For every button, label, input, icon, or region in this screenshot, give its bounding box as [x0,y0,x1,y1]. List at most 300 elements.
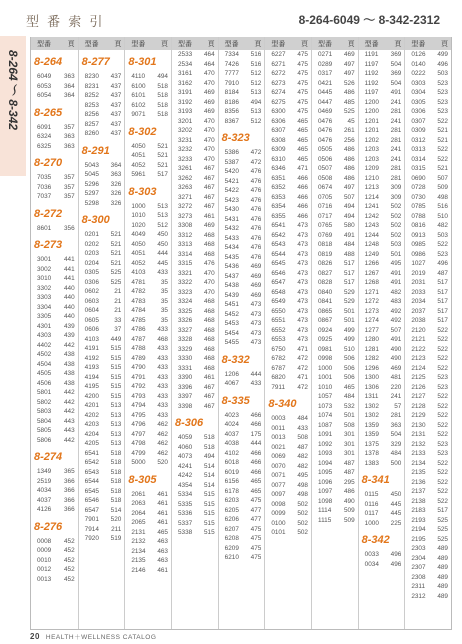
index-row [312,449,358,459]
page-ref: 486 [343,174,355,182]
column-header [219,37,265,50]
page-ref: 523 [437,250,448,258]
index-row [172,345,218,355]
page-ref: 21 [114,297,122,305]
index-row [359,509,405,519]
page-ref: 495 [297,472,308,479]
model-number: 6546 [84,497,99,504]
index-row [405,145,451,155]
page-ref: 486 [343,165,355,172]
model-number: 0421 [318,79,333,87]
page-ref: 487 [343,469,355,476]
model-number: 1359 [364,431,379,438]
page-ref: 513 [110,421,122,428]
model-number: 4191 [84,345,99,352]
page-ref: 514 [110,506,122,514]
index-row [219,496,265,506]
page-ref: 442 [63,341,75,349]
page-ref: 470 [203,70,215,77]
header-model: 型番 [364,41,379,48]
page-ref: 364 [110,161,122,169]
index-row [79,72,125,82]
index-row [172,269,218,279]
model-number: 4799 [131,449,146,457]
index-row [172,183,218,193]
index-row [79,316,125,326]
page-ref: 467 [203,203,215,210]
model-number: 3308 [178,222,193,229]
index-row [172,221,218,231]
page-ref: 470 [203,279,215,286]
model-number: 4784 [131,307,146,314]
model-number: 4792 [131,383,146,390]
model-number: 0865 [318,307,333,315]
page-ref: 522 [437,393,448,400]
page-ref: 440 [63,313,75,320]
index-row [359,250,405,260]
page-ref: 261 [343,127,355,134]
index-row [219,196,265,206]
model-number: 7901 [84,516,99,523]
model-number: 5298 [84,199,99,207]
model-number: 0201 [84,231,99,238]
model-number: 2308 [411,573,426,581]
model-number: 4301 [37,322,52,330]
index-row [79,259,125,269]
model-number: 8356 [224,108,239,115]
page-ref: 513 [110,402,122,409]
index-row [79,477,125,487]
index-row [125,110,171,120]
page-ref: 437 [110,92,122,99]
model-number: 3323 [178,288,193,296]
index-row [172,202,218,212]
model-number: 6351 [271,174,286,182]
model-number: 5454 [224,329,239,337]
page-ref: 522 [437,421,448,429]
model-number: 3390 [178,374,193,381]
index-row [172,354,218,364]
index-row [172,392,218,402]
page-ref: 501 [343,412,355,419]
page-ref: 45 [347,117,355,125]
model-number: 4051 [131,152,146,159]
page-ref: 301 [343,450,355,457]
header-page: 頁 [300,41,308,48]
page-ref: 462 [157,440,168,447]
page-ref: 465 [250,478,262,485]
index-row [265,231,311,241]
model-number: 6354 [271,203,286,210]
index-row [172,250,218,260]
index-row [219,515,265,525]
model-number: 3231 [178,136,193,144]
page-ref: 281 [390,412,402,419]
page-ref: 469 [203,108,215,115]
model-number: 4790 [131,364,146,371]
model-number: 1277 [364,326,379,334]
page-ref: 509 [437,184,448,191]
model-number: 4242 [178,472,193,479]
model-number: 3272 [178,203,193,210]
index-column [311,37,358,629]
page-ref: 241 [390,117,402,125]
header-model: 型番 [224,41,239,48]
index-row [172,98,218,108]
page-ref: 516 [250,51,262,58]
model-number: 2194 [411,526,426,533]
page-footer [30,632,156,641]
model-number: 6355 [271,212,286,220]
index-row [79,439,125,449]
index-row [312,354,358,364]
model-number: 4049 [131,231,146,238]
page-ref: 501 [343,307,355,315]
model-number: 3397 [178,393,193,400]
index-row [172,212,218,222]
page-ref: 494 [203,453,215,460]
page-ref: 518 [110,449,122,457]
page-ref: 469 [203,89,215,96]
index-row [359,107,405,117]
page-ref: 433 [250,380,262,387]
index-row [312,117,358,127]
page-ref: 502 [390,212,402,220]
page-ref: 481 [390,374,402,381]
model-number: 4110 [131,73,146,80]
page-ref: 522 [437,497,448,505]
model-number: 4303 [37,332,52,339]
column-header [265,37,311,50]
page-ref: 513 [250,108,262,115]
model-number: 1267 [364,269,379,277]
model-number: 5334 [178,491,193,498]
model-number: 0315 [411,165,426,172]
index-row [219,262,265,272]
index-row [79,129,125,139]
index-row [79,297,125,307]
index-row [312,316,358,326]
model-number: 5455 [224,339,239,346]
page-ref: 503 [390,241,402,248]
index-row [405,259,451,269]
model-number: 2064 [131,509,146,517]
index-row [265,452,311,462]
page-ref: 473 [297,250,308,258]
page-ref: 522 [437,402,448,410]
index-row [79,278,125,288]
page-ref: 477 [250,516,262,523]
index-row [312,402,358,412]
page-ref: 515 [203,510,215,517]
model-number: 0705 [318,193,333,201]
page-ref: 476 [250,196,262,204]
model-number: 4060 [178,443,193,451]
index-row [219,458,265,468]
index-row [312,269,358,279]
page-ref: 502 [297,519,308,527]
index-row [312,193,358,203]
page-ref: 517 [437,307,448,315]
index-row [125,458,171,468]
index-row [265,136,311,146]
model-number: 6820 [271,374,286,381]
index-row [125,354,171,364]
model-number: 6545 [271,260,286,267]
page-ref: 433 [157,269,168,276]
model-number: 1000 [318,364,333,372]
index-row [79,420,125,430]
model-range: 8-264-6049 ～ 8-342-2312 [298,13,440,27]
model-number: 0606 [84,326,99,333]
index-row [405,316,451,326]
page-ref: 463 [157,547,168,555]
page-ref: 363 [390,421,402,429]
index-row [359,345,405,355]
model-number: 0828 [318,279,333,286]
group-heading: 8-276 [34,520,63,533]
page-ref: 469 [250,282,262,289]
index-row [172,288,218,298]
model-number: 0009 [37,547,52,554]
index-row [125,161,171,171]
index-row [31,293,78,303]
page-ref: 509 [343,507,355,514]
index-row [312,392,358,402]
side-tab [0,36,26,176]
model-number: 0317 [318,70,333,77]
page-ref: 21 [114,307,122,314]
model-number: 3304 [37,303,52,311]
index-row [172,126,218,136]
model-number: 4402 [37,341,52,349]
page-ref: 518 [157,92,168,99]
index-row [31,183,78,193]
page-ref: 57 [394,402,402,410]
model-number: 5430 [224,206,239,213]
index-row [172,481,218,491]
model-number: 6552 [271,326,286,334]
page-ref: 508 [297,434,308,441]
index-row [125,439,171,449]
page-ref: 467 [203,402,215,410]
index-row [125,528,171,538]
index-row [265,490,311,500]
model-number: 6300 [271,108,286,115]
model-number: 4059 [178,434,193,441]
group-heading: 8-305 [128,473,157,486]
index-row [265,126,311,136]
page-ref: 470 [203,79,215,87]
model-number: 1197 [364,89,379,96]
page-ref: 35 [160,307,168,314]
model-number: 1378 [364,450,379,457]
model-number: 5434 [224,244,239,251]
page-ref: 487 [297,443,308,451]
index-row [265,528,311,538]
index-row [359,373,405,383]
page-ref: 465 [297,136,308,144]
index-row [405,392,451,402]
index-row [31,341,78,351]
model-number: 1202 [364,136,379,144]
group-heading: 8-264 [34,56,63,68]
page-ref: 529 [343,288,355,296]
page-ref: 513 [157,212,168,219]
model-number: 1272 [364,298,379,305]
model-number: 1359 [364,421,379,429]
index-row [125,82,171,92]
header-page: 頁 [440,41,448,48]
index-row [172,117,218,127]
index-row [359,335,405,345]
index-row [265,212,311,222]
model-number: 4052 [131,161,146,169]
page-ref: 465 [297,155,308,163]
index-row [312,136,358,146]
model-number: 1266 [364,260,379,267]
index-row [172,373,218,383]
header-model: 型番 [271,41,286,48]
model-number: 2128 [411,402,426,410]
page-ref: 525 [437,526,448,533]
index-row [79,344,125,354]
model-number: 0690 [411,174,426,182]
index-row [312,364,358,374]
page-ref: 522 [437,478,448,486]
page-ref: 452 [63,566,75,573]
index-row [125,240,171,250]
index-row [172,50,218,60]
model-number: 2132 [411,440,426,448]
index-row [405,440,451,450]
page-ref: 515 [203,519,215,527]
page-ref: 326 [110,190,122,197]
model-number: 5423 [224,196,239,204]
header-model: 型番 [37,41,51,48]
model-number: 6550 [271,307,286,315]
model-number: 0840 [318,288,333,296]
index-row [31,255,78,265]
model-number: 4201 [84,402,99,409]
index-row [265,60,311,70]
page-ref: 513 [110,440,122,447]
index-row [265,183,311,193]
page-ref: 433 [157,402,168,409]
model-number: 2135 [411,469,426,476]
page-ref: 484 [343,241,355,248]
model-number: 0222 [411,70,426,77]
page-ref: 487 [437,269,448,277]
page-ref: 503 [437,231,448,239]
model-number: 0785 [411,203,426,210]
index-row [219,506,265,516]
page-ref: 513 [110,411,122,419]
index-row [172,231,218,241]
model-number: 3312 [178,231,193,239]
model-number: 4354 [178,481,193,489]
model-number: 8367 [224,117,239,125]
page-ref: 467 [203,184,215,191]
page-ref: 440 [63,284,75,292]
page-ref: 468 [157,335,168,343]
page-ref: 466 [297,174,308,182]
page-ref: 461 [203,212,215,220]
page-ref: 517 [437,288,448,296]
page-ref: 490 [390,345,402,353]
index-row [265,240,311,250]
index-row [265,364,311,374]
index-row [79,392,125,402]
model-number: 5804 [37,417,52,425]
page-ref: 241 [390,98,402,106]
model-number: 4037 [37,496,52,504]
model-number: 1311 [364,393,379,400]
model-number: 3192 [178,98,193,106]
page-ref: 433 [157,411,168,419]
model-number: 2129 [411,412,426,419]
model-number: 1203 [364,146,379,153]
model-number: 4038 [224,440,239,447]
model-number: 7911 [271,383,286,391]
model-number: 2136 [411,478,426,486]
model-number: 6553 [271,336,286,343]
page-ref: 486 [343,89,355,96]
index-row [219,117,265,127]
page-ref: 468 [203,307,215,315]
model-number: 1244 [364,231,379,239]
index-row [359,212,405,222]
page-ref: 442 [63,436,75,444]
index-row [125,91,171,101]
group-heading: 8-274 [34,451,63,463]
index-row [172,471,218,481]
page-ref: 489 [437,583,448,590]
page-ref: 517 [437,317,448,324]
model-number: 6325 [37,142,52,150]
index-row [31,312,78,322]
model-number: 0507 [318,165,333,172]
index-row [172,145,218,155]
index-row [79,268,125,278]
model-number: 1115 [318,516,332,524]
index-row [359,231,405,241]
page-ref: 513 [157,202,168,210]
index-row [219,243,265,253]
model-number: 7334 [224,51,239,58]
index-row [405,373,451,383]
model-number: 6053 [37,82,52,90]
model-number: 1349 [37,468,52,475]
group-heading: 8-335 [221,394,250,407]
page-ref: 241 [390,146,402,153]
index-row [265,443,311,453]
model-number: 1375 [364,440,379,448]
page-ref: 504 [390,79,402,87]
index-row [405,212,451,222]
model-number: 4787 [131,335,146,343]
index-row [79,430,125,440]
page-ref: 35 [160,278,168,286]
index-row [125,230,171,240]
page-ref: 518 [110,487,122,495]
model-number: 4502 [37,351,52,358]
page-ref: 498 [297,481,308,489]
model-number: 6545 [84,487,99,495]
index-row [79,110,125,120]
model-number: 6543 [271,241,286,248]
model-number: 6352 [271,184,286,191]
